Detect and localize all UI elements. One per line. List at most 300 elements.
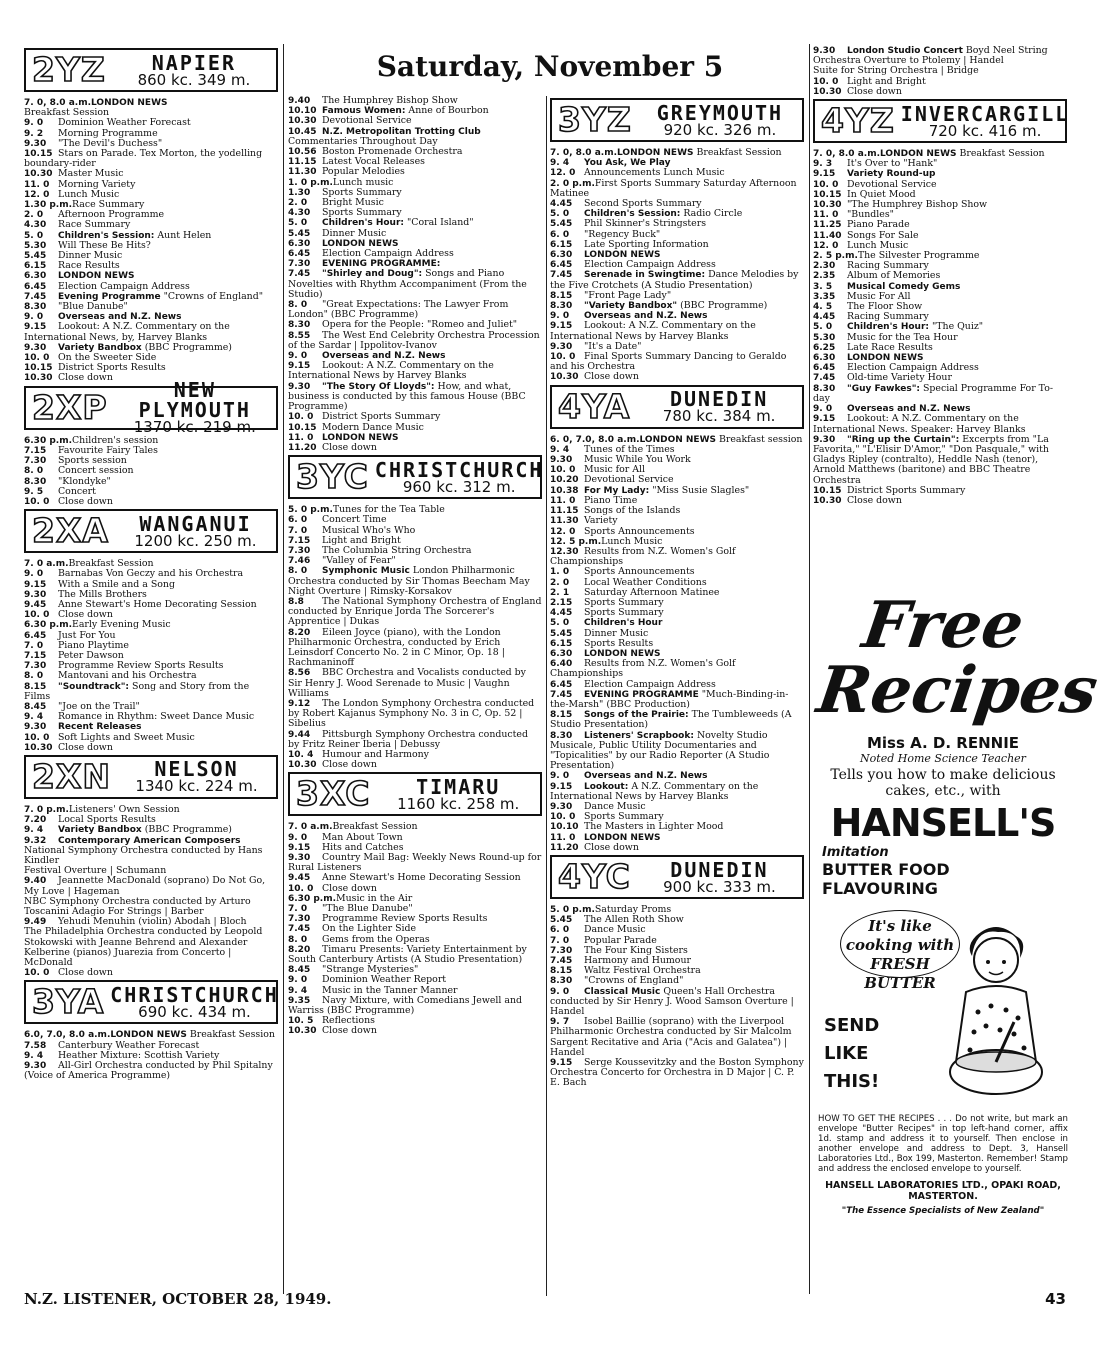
programme-highlight: LONDON NEWS xyxy=(58,271,135,282)
programme-title: Saturday Afternoon Matinee xyxy=(584,586,720,598)
programme-title: Old-time Variety Hour xyxy=(847,372,952,384)
programme-highlight: For My Lady: xyxy=(584,485,650,496)
programme-title: Songs and Piano Novelties with Rhythm Accompaniment (From the Studio) xyxy=(288,268,527,300)
programme-item xyxy=(550,179,804,199)
programme-title: Popular Melodies xyxy=(322,166,405,178)
programme-time: 1. 0 xyxy=(550,567,570,578)
programme-time: 9.40 xyxy=(24,876,47,887)
programme-time: 2.15 xyxy=(550,597,573,608)
programme-item xyxy=(550,352,804,372)
station-frequency: 900 kc. 333 m. xyxy=(663,877,776,896)
programme-time: 9. 2 xyxy=(24,128,44,139)
programme-title: Listeners' Own Session xyxy=(68,803,180,815)
programme-item xyxy=(288,382,542,413)
programme-item xyxy=(288,443,542,453)
programme-time: 7. 0 xyxy=(24,640,44,651)
programme-time: 7.30 xyxy=(288,914,311,925)
programme-time: 6. 0, 7.0, 8.0 a.m. xyxy=(550,434,640,445)
programme-time: 7.46 xyxy=(288,556,311,567)
programme-title: Second Sports Summary xyxy=(584,198,702,210)
programme-title: Queen's Hall Orchestra conducted by Sir Henry J. Wood Samson Overture | Handel xyxy=(550,985,794,1018)
programme-time: 8. 0 xyxy=(24,466,44,477)
programme-time: 11.25 xyxy=(813,220,842,231)
programme-title: With a Smile and a Song xyxy=(58,578,175,590)
station-name-block xyxy=(114,380,276,435)
programme-time: 9.15 xyxy=(550,781,573,792)
station-header xyxy=(550,855,804,899)
programme-title: "The Devil's Duchess" xyxy=(58,137,163,149)
programme-time: 2. 0 xyxy=(24,210,44,221)
programme-item xyxy=(24,876,278,896)
programme-title: "Much-Binding-in-the-Marsh" (BBC Production) xyxy=(550,688,789,710)
programme-time: 7.15 xyxy=(24,650,47,661)
programme-title: Eileen Joyce (piano), with the London Philharmonic Orchestra, conducted by Erich Leinsdorf Concerto No. 2 in C Minor, Op. 18 | Rachmaninoff xyxy=(288,626,505,669)
programme-time: 4.45 xyxy=(550,199,573,210)
programme-time: 10. 0 xyxy=(550,352,576,363)
station-frequency: 720 kc. 416 m. xyxy=(928,121,1042,140)
programme-time: 10. 0 xyxy=(288,412,314,423)
programme-time: 1. 0 p.m. xyxy=(288,177,333,188)
programme-time: 8.20 xyxy=(288,944,311,955)
station-name-block xyxy=(638,100,802,139)
station-name-block xyxy=(637,857,802,896)
programme-title: "Miss Susie Slagles" xyxy=(652,484,750,496)
programme-time: 5.45 xyxy=(550,628,573,639)
programme-title: Concert Time xyxy=(322,514,387,526)
programme-time: 2.35 xyxy=(813,271,836,282)
programme-title: Concert session xyxy=(58,465,134,477)
programme-time: 7. 0 a.m. xyxy=(288,822,333,833)
programme-title: Piano Time xyxy=(584,494,638,506)
programme-time: 6.30 p.m. xyxy=(288,893,336,904)
programme-title: Race Summary xyxy=(72,199,145,211)
programme-title: Breakfast Session xyxy=(189,1029,275,1041)
station-name-block xyxy=(374,457,544,496)
programme-title: "Crowns of England" xyxy=(163,290,264,302)
station-city: TIMARU xyxy=(416,774,501,799)
programme-time: 8.20 xyxy=(288,627,311,638)
programme-title: Suite for String Orchestra | Bridge xyxy=(813,65,979,77)
programme-title: It's Over to "Hank" xyxy=(847,158,938,170)
programme-time: 6.25 xyxy=(813,342,836,353)
programme-highlight: "Guy Fawkes": xyxy=(847,383,920,394)
programme-time: 11. 0 xyxy=(24,179,50,190)
programme-time: 10.15 xyxy=(813,189,842,200)
programme-time: 10.56 xyxy=(288,147,317,158)
programme-item xyxy=(813,384,1067,404)
programme-time: 4. 5 xyxy=(813,302,833,313)
programme-time: 7.58 xyxy=(24,1040,47,1051)
station-2xa xyxy=(24,509,278,753)
ad-send-text: SEND LIKE THIS! xyxy=(824,1015,880,1092)
station-4yz xyxy=(813,99,1070,506)
hansells-advertisement xyxy=(812,588,1103,1216)
programme-list xyxy=(550,435,804,853)
programme-time: 8.8 xyxy=(288,596,304,607)
programme-title: "It's a Date" xyxy=(584,340,642,352)
programme-title: Devotional Service xyxy=(847,178,937,190)
programme-title: Modern Dance Music xyxy=(322,421,424,433)
programme-title: Light and Bright xyxy=(847,75,926,87)
programme-time: 10.15 xyxy=(24,149,53,160)
station-logo: 3XC xyxy=(296,774,371,814)
programme-time: 5.30 xyxy=(813,332,836,343)
station-name-block xyxy=(112,50,276,89)
programme-time: 8.30 xyxy=(24,476,47,487)
station-logo: 4YA xyxy=(558,386,631,426)
programme-time: 9.30 xyxy=(24,138,47,149)
station-city: DUNEDIN xyxy=(669,387,769,412)
ad-illustration xyxy=(818,902,1068,1112)
programme-time: 9.30 xyxy=(24,342,47,353)
programme-title: Late Race Results xyxy=(847,341,933,353)
programme-item xyxy=(24,322,278,342)
programme-title: Sports Announcements xyxy=(584,566,695,578)
programme-time: 12.30 xyxy=(550,546,579,557)
programme-time: 9.30 xyxy=(24,1061,47,1072)
programme-time: 7.45 xyxy=(288,924,311,935)
programme-list xyxy=(813,149,1067,506)
station-3yc xyxy=(288,455,542,770)
programme-time: 10. 0 xyxy=(550,812,576,823)
programme-item xyxy=(288,116,542,126)
programme-highlight: Listeners' Scrapbook: xyxy=(584,730,694,741)
programme-time: 11.40 xyxy=(813,230,842,241)
programme-title: Piano Playtime xyxy=(58,639,129,651)
programme-item xyxy=(550,240,804,250)
programme-item xyxy=(813,496,1067,506)
ad-product: BUTTER FOOD FLAVOURING xyxy=(822,860,950,898)
programme-time: 10. 0 xyxy=(24,732,50,743)
programme-time: 8. 0 xyxy=(288,934,308,945)
programme-time: 9.45 xyxy=(288,873,311,884)
programme-time: 10.20 xyxy=(550,475,579,486)
programme-item xyxy=(288,668,542,699)
programme-title: Final Sports Summary Dancing to Geraldo and his Orchestra xyxy=(550,351,787,373)
programme-title: Close down xyxy=(322,441,377,453)
programme-time: 9.30 xyxy=(550,801,573,812)
station-logo: 3YC xyxy=(296,457,369,497)
programme-time: 7. 0 xyxy=(288,904,308,915)
programme-time: 6.45 xyxy=(550,260,573,271)
programme-title: "The Blue Danube" xyxy=(322,903,413,915)
programme-item xyxy=(288,249,542,259)
programme-item xyxy=(288,361,542,381)
programme-time: 10.30 xyxy=(288,116,317,127)
programme-time: 10.30 xyxy=(288,1026,317,1037)
programme-time: 10.15 xyxy=(24,363,53,374)
programme-title: Will These Be Hits? xyxy=(58,239,151,251)
programme-title: Anne Stewart's Home Decorating Session xyxy=(322,872,521,884)
programme-time: 7.45 xyxy=(24,291,47,302)
programme-title: "The Humphrey Bishop Show xyxy=(847,199,988,211)
programme-time: 9.15 xyxy=(24,579,47,590)
programme-highlight: Overseas and N.Z. News xyxy=(584,311,708,322)
programme-time: 9.15 xyxy=(813,414,836,425)
programme-item xyxy=(288,566,542,597)
programme-highlight: Recent Releases xyxy=(58,722,142,733)
station-frequency: 1340 kc. 224 m. xyxy=(135,777,258,796)
programme-item xyxy=(550,690,804,710)
programme-title: Results from N.Z. Women's Golf Championships xyxy=(550,658,736,680)
programme-time: 6.40 xyxy=(550,659,573,670)
programme-time: 2. 1 xyxy=(550,587,570,598)
programme-highlight: LONDON NEWS xyxy=(639,434,716,445)
station-frequency: 960 kc. 312 m. xyxy=(402,477,516,496)
station-4ya-continued xyxy=(813,46,1067,97)
programme-item xyxy=(550,199,804,209)
programme-time: 10. 5 xyxy=(288,1016,314,1027)
programme-time: 5. 0 xyxy=(288,218,308,229)
footer-publication: N.Z. LISTENER, OCTOBER 28, 1949. xyxy=(24,1290,332,1308)
programme-list xyxy=(550,148,804,383)
programme-title: Sports Summary xyxy=(584,811,664,823)
programme-title: Dance Music xyxy=(584,800,646,812)
programme-time: 3.35 xyxy=(813,291,836,302)
programme-title: Close down xyxy=(847,85,902,97)
programme-item xyxy=(24,149,278,169)
programme-item xyxy=(288,423,542,433)
station-logo: 3YA xyxy=(32,982,105,1022)
programme-item xyxy=(24,220,278,230)
programme-title: Pittsburgh Symphony Orchestra conducted by Fritz Reiner Iberia | Debussy xyxy=(288,728,528,750)
footer-page-number: 43 xyxy=(1045,1290,1066,1308)
programme-title: Breakfast Session xyxy=(332,821,418,833)
programme-time: 8.30 xyxy=(550,301,573,312)
programme-item xyxy=(550,301,804,311)
programme-time: 7.30 xyxy=(24,661,47,672)
programme-item xyxy=(24,743,278,753)
programme-time: 9. 4 xyxy=(24,1050,44,1061)
programme-time: 9. 0 xyxy=(24,569,44,580)
programme-time: 6. 0 xyxy=(550,229,570,240)
station-frequency: 1370 kc. 219 m. xyxy=(133,418,256,437)
programme-title: First Sports Summary Saturday Afternoon Matinee xyxy=(550,177,797,199)
programme-title: The Philadelphia Orchestra conducted by Leopold Stokowski with Jeanne Behrend and Alexander Kelberine (pianos) Juarezia from Concerto | McDonald xyxy=(24,926,263,969)
programme-title: Sports session xyxy=(58,455,127,467)
station-logo: 2XA xyxy=(32,511,109,551)
programme-highlight: Contemporary American Composers xyxy=(58,835,241,846)
programme-time: 7.15 xyxy=(288,535,311,546)
programme-title: Musical Who's Who xyxy=(322,524,416,536)
programme-time: 9.15 xyxy=(813,169,836,180)
programme-title: Dance Music xyxy=(584,924,646,936)
programme-item xyxy=(550,639,804,649)
programme-title: How, and what, business is conducted by this famous House (BBC Programme) xyxy=(288,380,526,413)
programme-item xyxy=(288,699,542,730)
programme-time: 9. 4 xyxy=(550,158,570,169)
programme-item xyxy=(550,372,804,382)
programme-title: Tunes of the Times xyxy=(584,443,675,455)
programme-time: 12. 0 xyxy=(550,168,576,179)
programme-item xyxy=(288,730,542,750)
programme-title: (BBC Programme) xyxy=(680,300,768,312)
programme-time: 9.44 xyxy=(288,729,311,740)
programme-title: Programme Review Sports Results xyxy=(58,660,224,672)
programme-item xyxy=(288,167,542,177)
programme-time: 9.15 xyxy=(288,842,311,853)
ad-free-heading: Free xyxy=(858,588,1029,663)
programme-title: Bright Music xyxy=(322,197,384,209)
programme-time: 5.45 xyxy=(24,251,47,262)
programme-time: 5. 0 p.m. xyxy=(288,505,333,516)
programme-highlight: EVENING PROGRAMME: xyxy=(322,259,441,270)
programme-item xyxy=(813,87,1067,97)
programme-title: Lookout: A N.Z. Commentary on the International News. Speaker: Harvey Blanks xyxy=(813,413,1026,435)
programme-title: Sports Summary xyxy=(322,207,402,219)
programme-time: 7.45 xyxy=(813,373,836,384)
programme-highlight: LONDON NEWS xyxy=(110,1030,187,1041)
programme-time: 8.55 xyxy=(288,330,311,341)
programme-time: 4.30 xyxy=(24,220,47,231)
programme-title: On the Lighter Side xyxy=(322,923,417,935)
programme-time: 10.45 xyxy=(288,126,317,137)
programme-time: 6.45 xyxy=(288,249,311,260)
programme-title: Lunch Music xyxy=(58,188,120,200)
programme-time: 10.30 xyxy=(813,86,842,97)
programme-time: 8.56 xyxy=(288,668,311,679)
programme-highlight: "Shirley and Doug": xyxy=(322,269,423,280)
programme-title: Race Results xyxy=(58,260,120,272)
programme-time: 6.15 xyxy=(24,261,47,272)
programme-time: 5. 0 xyxy=(550,618,570,629)
programme-title: Tunes for the Tea Table xyxy=(332,504,445,516)
programme-time: 9. 4 xyxy=(24,712,44,723)
programme-title: Programme Review Sports Results xyxy=(322,913,488,925)
programme-time: 6.45 xyxy=(24,630,47,641)
ad-brand: HANSELL'S xyxy=(830,801,1056,845)
station-3yz xyxy=(550,98,804,383)
station-4yc xyxy=(550,855,804,1089)
programme-time: 9.40 xyxy=(288,96,311,106)
programme-title: "Crowns of England" xyxy=(584,975,684,987)
station-4ya xyxy=(550,385,804,853)
programme-title: Soft Lights and Sweet Music xyxy=(58,731,195,743)
station-header xyxy=(550,385,804,429)
programme-title: District Sports Results xyxy=(58,362,166,374)
programme-title: NBC Symphony Orchestra conducted by Arturo Toscanini Adagio For Strings | Barber xyxy=(24,895,251,917)
programme-item xyxy=(288,597,542,628)
programme-time: 5.45 xyxy=(288,228,311,239)
ad-recipes-heading: Recipes xyxy=(812,653,1103,728)
programme-time: 2. 0 xyxy=(550,577,570,588)
programme-time: 10.15 xyxy=(288,422,317,433)
programme-time: 9.15 xyxy=(288,361,311,372)
programme-item xyxy=(813,271,1067,281)
programme-title: Canterbury Weather Forecast xyxy=(58,1039,200,1051)
programme-time: 7.30 xyxy=(288,545,311,556)
programme-time: 9. 4 xyxy=(288,985,308,996)
speech-bubble: It's like cooking with FRESH BUTTER xyxy=(840,910,960,978)
programme-title: Lunch Music xyxy=(847,239,909,251)
programme-title: Racing Summary xyxy=(847,260,929,272)
programme-item xyxy=(24,261,278,271)
programme-title: Mantovani and his Orchestra xyxy=(58,670,197,682)
programme-title: Music For All xyxy=(847,290,911,302)
programme-highlight: Children's Session: xyxy=(58,230,155,241)
programme-time: 7. 0, 8.0 a.m. xyxy=(24,98,91,108)
programme-item xyxy=(288,269,542,300)
programme-time: 6.30 xyxy=(24,271,47,282)
programme-item xyxy=(288,628,542,669)
programme-list xyxy=(813,46,1067,97)
programme-title: Breakfast Session xyxy=(68,558,154,570)
programme-time: 10. 0 xyxy=(813,76,839,87)
programme-title: "Bundles" xyxy=(847,209,894,221)
programme-title: Close down xyxy=(584,371,639,383)
programme-time: 8.30 xyxy=(550,976,573,987)
programme-time: 6.45 xyxy=(813,363,836,374)
programme-time: 7. 0, 8.0 a.m. xyxy=(813,149,880,160)
programme-time: 6.15 xyxy=(550,239,573,250)
programme-time: 10.10 xyxy=(550,822,579,833)
programme-title: Just For You xyxy=(58,629,116,641)
station-frequency: 860 kc. 349 m. xyxy=(137,70,251,89)
programme-item xyxy=(288,853,542,873)
programme-title: The Tumbleweeds (A Studio Presentation) xyxy=(550,709,792,731)
programme-time: 9. 7 xyxy=(550,1017,570,1028)
programme-time: 12. 5 p.m. xyxy=(550,536,602,547)
programme-title: Radio Circle xyxy=(683,208,743,220)
programme-title: District Sports Summary xyxy=(847,484,966,496)
programme-time: 8. 0 xyxy=(24,671,44,682)
programme-time: 9.32 xyxy=(24,835,47,846)
programme-time: 12. 0 xyxy=(24,189,50,200)
programme-time: 10. 0 xyxy=(24,353,50,364)
programme-title: Racing Summary xyxy=(847,311,929,323)
programme-item xyxy=(24,190,278,200)
programme-item xyxy=(550,270,804,290)
ad-imitation: Imitation xyxy=(822,845,889,860)
programme-time: 7.45 xyxy=(550,270,573,281)
programme-title: Piano Parade xyxy=(847,219,910,231)
programme-title: Sports Summary xyxy=(322,186,402,198)
programme-item xyxy=(813,343,1067,353)
programme-item xyxy=(550,987,804,1018)
programme-time: 9. 3 xyxy=(813,159,833,170)
programme-time: 10. 0 xyxy=(550,465,576,476)
station-logo: 4YZ xyxy=(821,101,895,141)
programme-item xyxy=(550,547,804,567)
station-logo: 2YZ xyxy=(32,50,106,89)
programme-time: 9.15 xyxy=(550,1058,573,1069)
programme-title: "Klondyke" xyxy=(58,475,111,487)
programme-time: 8.15 xyxy=(24,681,47,692)
programme-time: 12. 0 xyxy=(813,240,839,251)
station-city: INVERCARGILL xyxy=(900,101,1070,126)
programme-item xyxy=(813,46,1067,66)
programme-title: Breakfast Session xyxy=(24,107,110,119)
programme-title: Race Summary xyxy=(58,219,131,231)
programme-time: 9.30 xyxy=(288,853,311,863)
programme-time: 8.30 xyxy=(550,730,573,741)
programme-time: 8.15 xyxy=(550,290,573,301)
programme-title: Aunt Helen xyxy=(157,229,212,241)
programme-title: Master Music xyxy=(58,168,124,180)
programme-time: 10.30 xyxy=(813,495,842,506)
station-header xyxy=(24,509,278,553)
programme-highlight: LONDON NEWS xyxy=(617,148,694,158)
programme-title: Popular Parade xyxy=(584,934,657,946)
programme-time: 9.49 xyxy=(24,917,47,928)
programme-title: The Allen Roth Show xyxy=(584,914,684,926)
programme-list xyxy=(24,805,278,978)
programme-time: 9.45 xyxy=(24,599,47,610)
station-city: NAPIER xyxy=(151,50,237,75)
ad-slogan: "The Essence Specialists of New Zealand" xyxy=(841,1206,1045,1216)
programme-time: 8.30 xyxy=(24,302,47,313)
programme-title: Romance in Rhythm: Sweet Dance Music xyxy=(58,711,255,723)
